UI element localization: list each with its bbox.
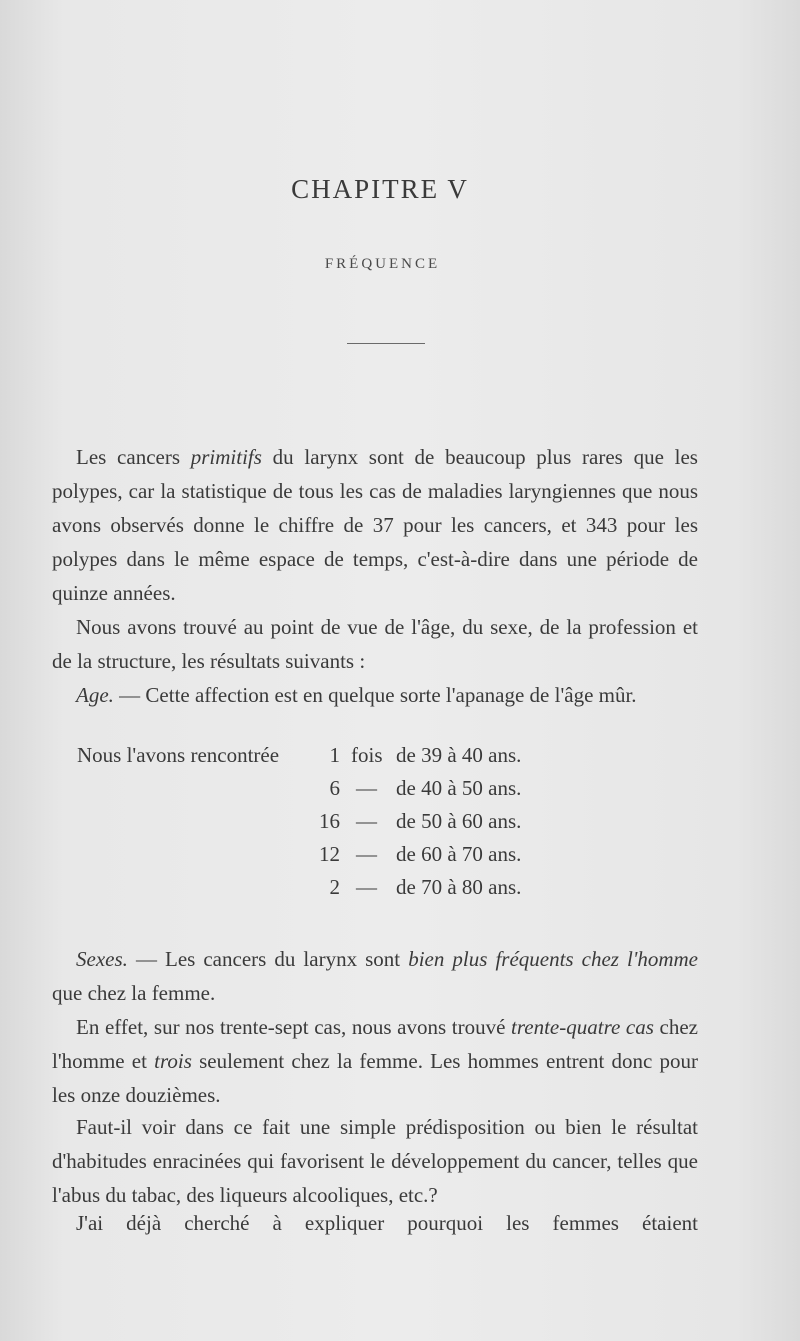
table-row bbox=[300, 875, 600, 905]
effet-text-middle: chez l'homme et bbox=[52, 1015, 698, 1073]
row-range: de 70 à 80 ans. bbox=[396, 875, 522, 899]
chapter-heading: CHAPITRE V bbox=[291, 174, 469, 204]
row-separator: — bbox=[356, 776, 377, 800]
intro-text-start: Les cancers bbox=[76, 445, 191, 469]
row-count: 1 bbox=[329, 743, 340, 767]
intro-text-rest: du larynx sont de beaucoup plus rares que les polypes, car la statistique de tous les cas de maladies laryngiennes que nous avons observés donne le chiffre de 37 pour les cancers, et 343 pour les polypes dans le même espace de temps, c'est-à-dire dans une période de quinze années. bbox=[52, 445, 698, 605]
row-count: 16 bbox=[319, 809, 340, 833]
intro-emphasis: primitifs bbox=[190, 445, 262, 469]
row-separator: — bbox=[356, 809, 377, 833]
row-separator: — bbox=[356, 842, 377, 866]
table-row bbox=[300, 776, 600, 806]
intro-paragraph bbox=[52, 440, 698, 610]
row-range: de 39 à 40 ans. bbox=[396, 743, 522, 767]
row-count: 2 bbox=[329, 875, 340, 899]
chapter-subtitle: FRÉQUENCE bbox=[324, 256, 441, 272]
table-row bbox=[300, 809, 600, 839]
row-range: de 60 à 70 ans. bbox=[396, 842, 522, 866]
effet-text-start: En effet, sur nos trente-sept cas, nous avons trouvé bbox=[76, 1015, 512, 1039]
effet-text-end: seulement chez la femme. Les hommes entrent donc pour les onze douzièmes. bbox=[52, 1049, 699, 1107]
sexes-emphasis: bien plus fréquents chez l'homme bbox=[408, 947, 699, 971]
table-lead: Nous l'avons rencontrée bbox=[77, 743, 280, 767]
sexes-text-start: — Les cancers du larynx sont bbox=[127, 947, 409, 971]
age-text: — Cette affection est en quelque sorte l'apanage de l'âge mûr. bbox=[113, 683, 637, 707]
row-range: de 40 à 50 ans. bbox=[396, 776, 522, 800]
age-paragraph bbox=[52, 678, 698, 712]
heading-rule bbox=[347, 343, 425, 344]
sexes-paragraph bbox=[52, 942, 698, 1010]
effet-paragraph bbox=[52, 1010, 698, 1112]
sexes-text-end: que chez la femme. bbox=[52, 981, 216, 1005]
table-row bbox=[300, 743, 600, 773]
faut-paragraph: Faut-il voir dans ce fait une simple prédisposition ou bien le résultat d'habitudes enracinées qui favorisent le développement du cancer, telles que l'abus du tabac, des liqueurs alcooliques, etc.? bbox=[52, 1115, 698, 1207]
row-separator: fois bbox=[351, 743, 383, 767]
results-paragraph: Nous avons trouvé au point de vue de l'âge, du sexe, de la profession et de la structure, les résultats suivants : bbox=[52, 615, 698, 673]
jai-paragraph: J'ai déjà cherché à expliquer pourquoi les femmes étaient bbox=[76, 1211, 698, 1235]
age-label: Age. bbox=[76, 683, 114, 707]
row-range: de 50 à 60 ans. bbox=[396, 809, 522, 833]
table-row bbox=[300, 842, 600, 872]
row-count: 12 bbox=[319, 842, 340, 866]
row-count: 6 bbox=[329, 776, 340, 800]
effet-emphasis-trois: trois bbox=[154, 1049, 192, 1073]
row-separator: — bbox=[356, 875, 377, 899]
effet-emphasis-count: trente-quatre cas bbox=[511, 1015, 654, 1039]
sexes-label: Sexes. bbox=[76, 947, 128, 971]
